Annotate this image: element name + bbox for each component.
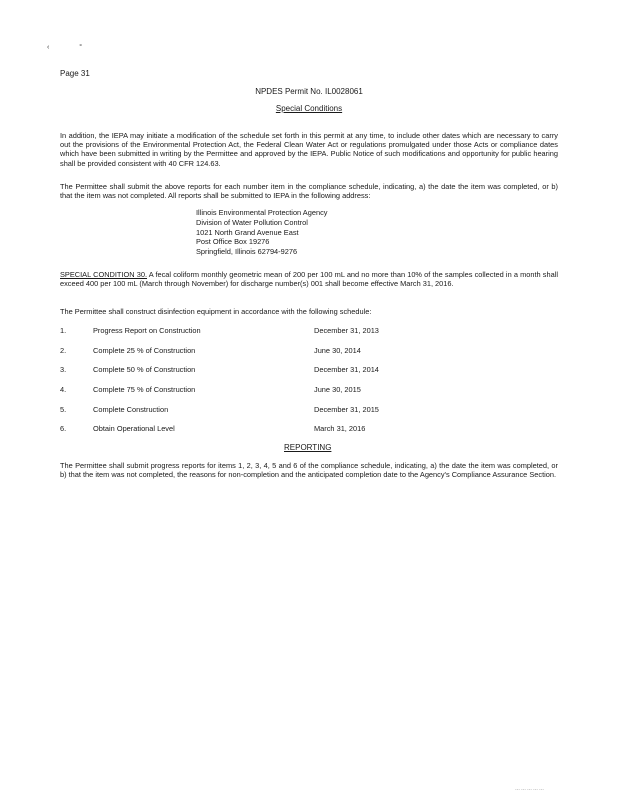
footer-mark: …………… (515, 786, 545, 792)
paragraph-modification: In addition, the IEPA may initiate a modification of the schedule set forth in this permit at any time, to include other dates which are necessary to carry out the provisions of the Environmental Protection Act, the Federal Clean Water Act or regulations promulgated under those Acts or compliance dates which have been submitted in writing by the Permittee and approved by the IEPA. Public Notice of such modifications and opportunity for public hearing shall be provided consistent with 40 CFR 124.63. (60, 131, 558, 168)
condition-label: SPECIAL CONDITION 30. (60, 270, 148, 279)
agency-address (196, 208, 327, 257)
paragraph-schedule-intro: The Permittee shall construct disinfection equipment in accordance with the following schedule: (60, 307, 372, 316)
schedule-date: December 31, 2015 (314, 404, 379, 414)
section-title: Special Conditions (275, 104, 343, 113)
schedule-number: 6. (60, 424, 67, 434)
schedule-row (60, 346, 560, 366)
schedule-date: June 30, 2015 (314, 385, 361, 395)
address-line: 1021 North Grand Avenue East (196, 227, 299, 237)
page-number: Page 31 (60, 69, 90, 78)
compliance-schedule (60, 326, 560, 444)
schedule-date: December 31, 2014 (314, 365, 379, 375)
address-line: Post Office Box 19276 (196, 237, 270, 247)
address-line: Division of Water Pollution Control (196, 217, 308, 227)
permit-number: NPDES Permit No. IL0028061 (255, 87, 363, 96)
schedule-number: 1. (60, 326, 67, 335)
schedule-date: March 31, 2016 (314, 424, 366, 434)
schedule-date: June 30, 2014 (314, 345, 361, 355)
schedule-number: 4. (60, 385, 67, 395)
schedule-task: Complete Construction (93, 404, 169, 414)
scan-mark: ‹ ° (47, 44, 97, 51)
reporting-heading: REPORTING (284, 443, 332, 452)
schedule-row (60, 385, 560, 405)
schedule-date: December 31, 2013 (314, 326, 379, 335)
address-line: Illinois Environmental Protection Agency (196, 208, 328, 217)
schedule-number: 3. (60, 365, 67, 375)
schedule-row (60, 326, 560, 346)
schedule-row (60, 405, 560, 425)
paragraph-special-condition (60, 270, 558, 288)
schedule-task: Obtain Operational Level (93, 424, 175, 434)
schedule-row (60, 424, 560, 444)
paragraph-reporting: The Permittee shall submit progress reports for items 1, 2, 3, 4, 5 and 6 of the compliance schedule, indicating, a) the date the item was completed, or b) that the item was not completed, the reasons for non-completion and the anticipated completion date to the Agency's Compliance Assurance Section. (60, 461, 558, 480)
schedule-task: Complete 75 % of Construction (93, 385, 196, 395)
schedule-row (60, 365, 560, 385)
schedule-task: Complete 50 % of Construction (93, 365, 196, 375)
schedule-task: Progress Report on Construction (93, 326, 201, 335)
schedule-number: 5. (60, 404, 67, 414)
paragraph-reports: The Permittee shall submit the above reports for each number item in the compliance schedule, indicating, a) the date the item was completed, or b) that the item was not completed. All reports shall be submitted to IEPA in the following address: (60, 182, 558, 201)
schedule-number: 2. (60, 345, 67, 355)
condition-text: A fecal coliform monthly geometric mean of 200 per 100 mL and no more than 10% of the samples collected in a month shall exceed 400 per 100 mL (March through November) for discharge number(s) 001 shall become effective March 31, 2016. (60, 270, 558, 289)
address-line: Springfield, Illinois 62794-9276 (196, 247, 298, 257)
schedule-task: Complete 25 % of Construction (93, 345, 196, 355)
